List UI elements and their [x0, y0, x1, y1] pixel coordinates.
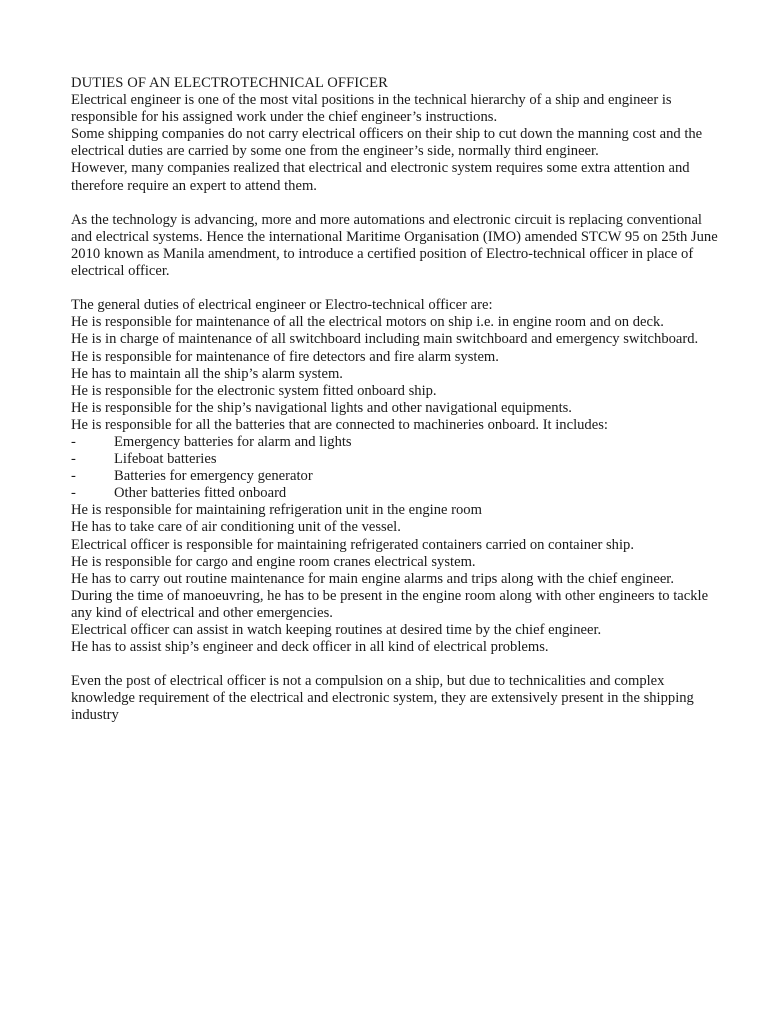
bullet-dash: - [71, 451, 76, 468]
duty-item: He has to take care of air conditioning unit of the vessel. [71, 519, 401, 536]
battery-item-text: Emergency batteries for alarm and lights [114, 433, 352, 450]
duty-item: He is responsible for the ship’s navigational lights and other navigational equipments. [71, 399, 572, 416]
battery-list-item [71, 451, 718, 468]
duty-item: He is in charge of maintenance of all switchboard including main switchboard and emergency switchboard. [71, 331, 699, 348]
intro-paragraph: However, many companies realized that electrical and electronic system requires some extra attention and therefore require an expert to attend them. [71, 160, 690, 194]
duty-item: He is responsible for maintenance of all the electrical motors on ship i.e. in engine room and on deck. [71, 314, 664, 331]
duties-heading: The general duties of electrical engineer or Electro-technical officer are: [71, 297, 493, 314]
battery-list-item [71, 434, 718, 451]
paragraph-spacer [71, 656, 718, 673]
conclusion-paragraph: Even the post of electrical officer is not a compulsion on a ship, but due to technicalities and complex knowledge requirement of the electrical and electronic system, they are extensively present in the shipping industry [71, 673, 694, 724]
duty-item: He is responsible for all the batteries that are connected to machineries onboard. It includes: [71, 416, 608, 433]
intro-paragraph: Some shipping companies do not carry electrical officers on their ship to cut down the manning cost and the electrical duties are carried by some one from the engineer’s side, normally third engineer. [71, 126, 703, 160]
battery-item-text: Other batteries fitted onboard [114, 485, 287, 502]
duty-item: Electrical officer can assist in watch keeping routines at desired time by the chief engineer. [71, 622, 602, 638]
duty-item: He is responsible for cargo and engine room cranes electrical system. [71, 553, 476, 570]
battery-list-item [71, 485, 718, 502]
battery-item-text: Lifeboat batteries [114, 451, 217, 468]
paragraph-spacer [71, 280, 718, 297]
duty-item: During the time of manoeuvring, he has to be present in the engine room along with other engineers to tackle any kind of electrical and other emergencies. [71, 587, 709, 621]
bullet-dash: - [71, 468, 76, 485]
duty-item: He has to carry out routine maintenance for main engine alarms and trips along with the chief engineer. [71, 570, 674, 587]
battery-item-text: Batteries for emergency generator [114, 468, 313, 485]
intro-paragraph: Electrical engineer is one of the most vital positions in the technical hierarchy of a ship and engineer is responsible for his assigned work under the chief engineer’s instructions. [71, 92, 672, 126]
bullet-dash: - [71, 485, 76, 502]
duty-item: He is responsible for maintenance of fire detectors and fire alarm system. [71, 348, 499, 365]
document-title: DUTIES OF AN ELECTROTECHNICAL OFFICER [71, 75, 388, 91]
duty-item: He has to assist ship’s engineer and deck officer in all kind of electrical problems. [71, 639, 549, 656]
bullet-dash: - [71, 433, 76, 450]
battery-list-item [71, 468, 718, 485]
duty-item: Electrical officer is responsible for maintaining refrigerated containers carried on container ship. [71, 536, 634, 553]
duty-item: He is responsible for the electronic system fitted onboard ship. [71, 382, 437, 399]
duty-item: He has to maintain all the ship’s alarm system. [71, 365, 343, 382]
paragraph-spacer [71, 195, 718, 212]
technology-paragraph: As the technology is advancing, more and more automations and electronic circuit is replacing conventional and electrical systems. Hence the international Maritime Organisation (IMO) amended STCW 95 on 25th June 2010 known as Manila amendment, to introduce a certified position of Electro-technical officer in place of electrical officer. [71, 211, 718, 280]
duty-item: He is responsible for maintaining refrigeration unit in the engine room [71, 502, 482, 519]
